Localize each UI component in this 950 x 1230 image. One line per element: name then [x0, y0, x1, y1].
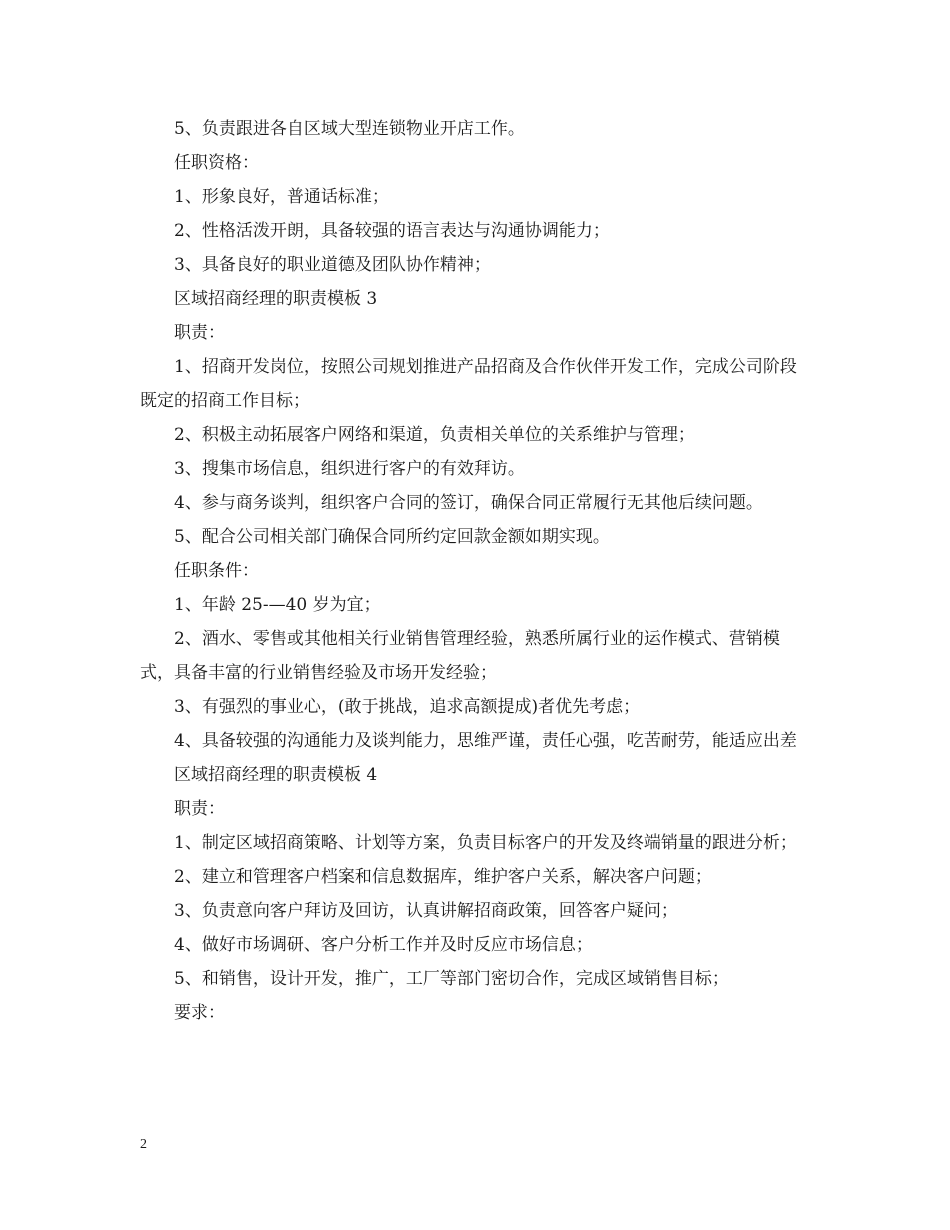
paragraph: 4、参与商务谈判，组织客户合同的签订，确保合同正常履行无其他后续问题。: [174, 493, 763, 513]
paragraph: 2、酒水、零售或其他相关行业销售管理经验，熟悉所属行业的运作模式、营销模式，具备丰富的行业销售经验及市场开发经验；: [140, 629, 780, 683]
paragraph: 1、招商开发岗位，按照公司规划推进产品招商及合作伙伴开发工作，完成公司阶段既定的招商工作目标；: [140, 357, 797, 411]
paragraph: 1、年龄 25-—40 岁为宜；: [174, 595, 381, 615]
paragraph: 3、负责意向客户拜访及回访，认真讲解招商政策，回答客户疑问；: [174, 901, 678, 921]
section-heading: 任职条件：: [174, 561, 259, 581]
template-title: 区域招商经理的职责模板 3: [174, 289, 378, 309]
template-title: 区域招商经理的职责模板 4: [174, 765, 378, 785]
paragraph: 1、制定区域招商策略、计划等方案，负责目标客户的开发及终端销量的跟进分析；: [174, 833, 797, 853]
paragraph: 2、建立和管理客户档案和信息数据库，维护客户关系，解决客户问题；: [174, 867, 712, 887]
document-body: [140, 112, 812, 1030]
paragraph: 4、具备较强的沟通能力及谈判能力，思维严谨，责任心强，吃苦耐劳，能适应出差: [174, 731, 797, 751]
section-heading: 职责：: [174, 323, 225, 343]
paragraph: 5、负责跟进各自区域大型连锁物业开店工作。: [174, 119, 525, 139]
paragraph: 1、形象良好，普通话标准；: [174, 187, 389, 207]
paragraph: 2、积极主动拓展客户网络和渠道，负责相关单位的关系维护与管理；: [174, 425, 695, 445]
section-heading: 要求：: [174, 1003, 225, 1023]
paragraph: 3、有强烈的事业心，(敢于挑战，追求高额提成)者优先考虑；: [174, 697, 641, 717]
paragraph: 2、性格活泼开朗，具备较强的语言表达与沟通协调能力；: [174, 221, 610, 241]
paragraph: 5、和销售，设计开发，推广，工厂等部门密切合作，完成区域销售目标；: [174, 969, 729, 989]
paragraph: 3、具备良好的职业道德及团队协作精神；: [174, 255, 491, 275]
paragraph: 4、做好市场调研、客户分析工作并及时反应市场信息；: [174, 935, 593, 955]
paragraph: 3、搜集市场信息，组织进行客户的有效拜访。: [174, 459, 525, 479]
section-heading: 任职资格：: [174, 153, 259, 173]
paragraph: 5、配合公司相关部门确保合同所约定回款金额如期实现。: [174, 527, 610, 547]
section-heading: 职责：: [174, 799, 225, 819]
page-number: 2: [140, 1137, 147, 1152]
